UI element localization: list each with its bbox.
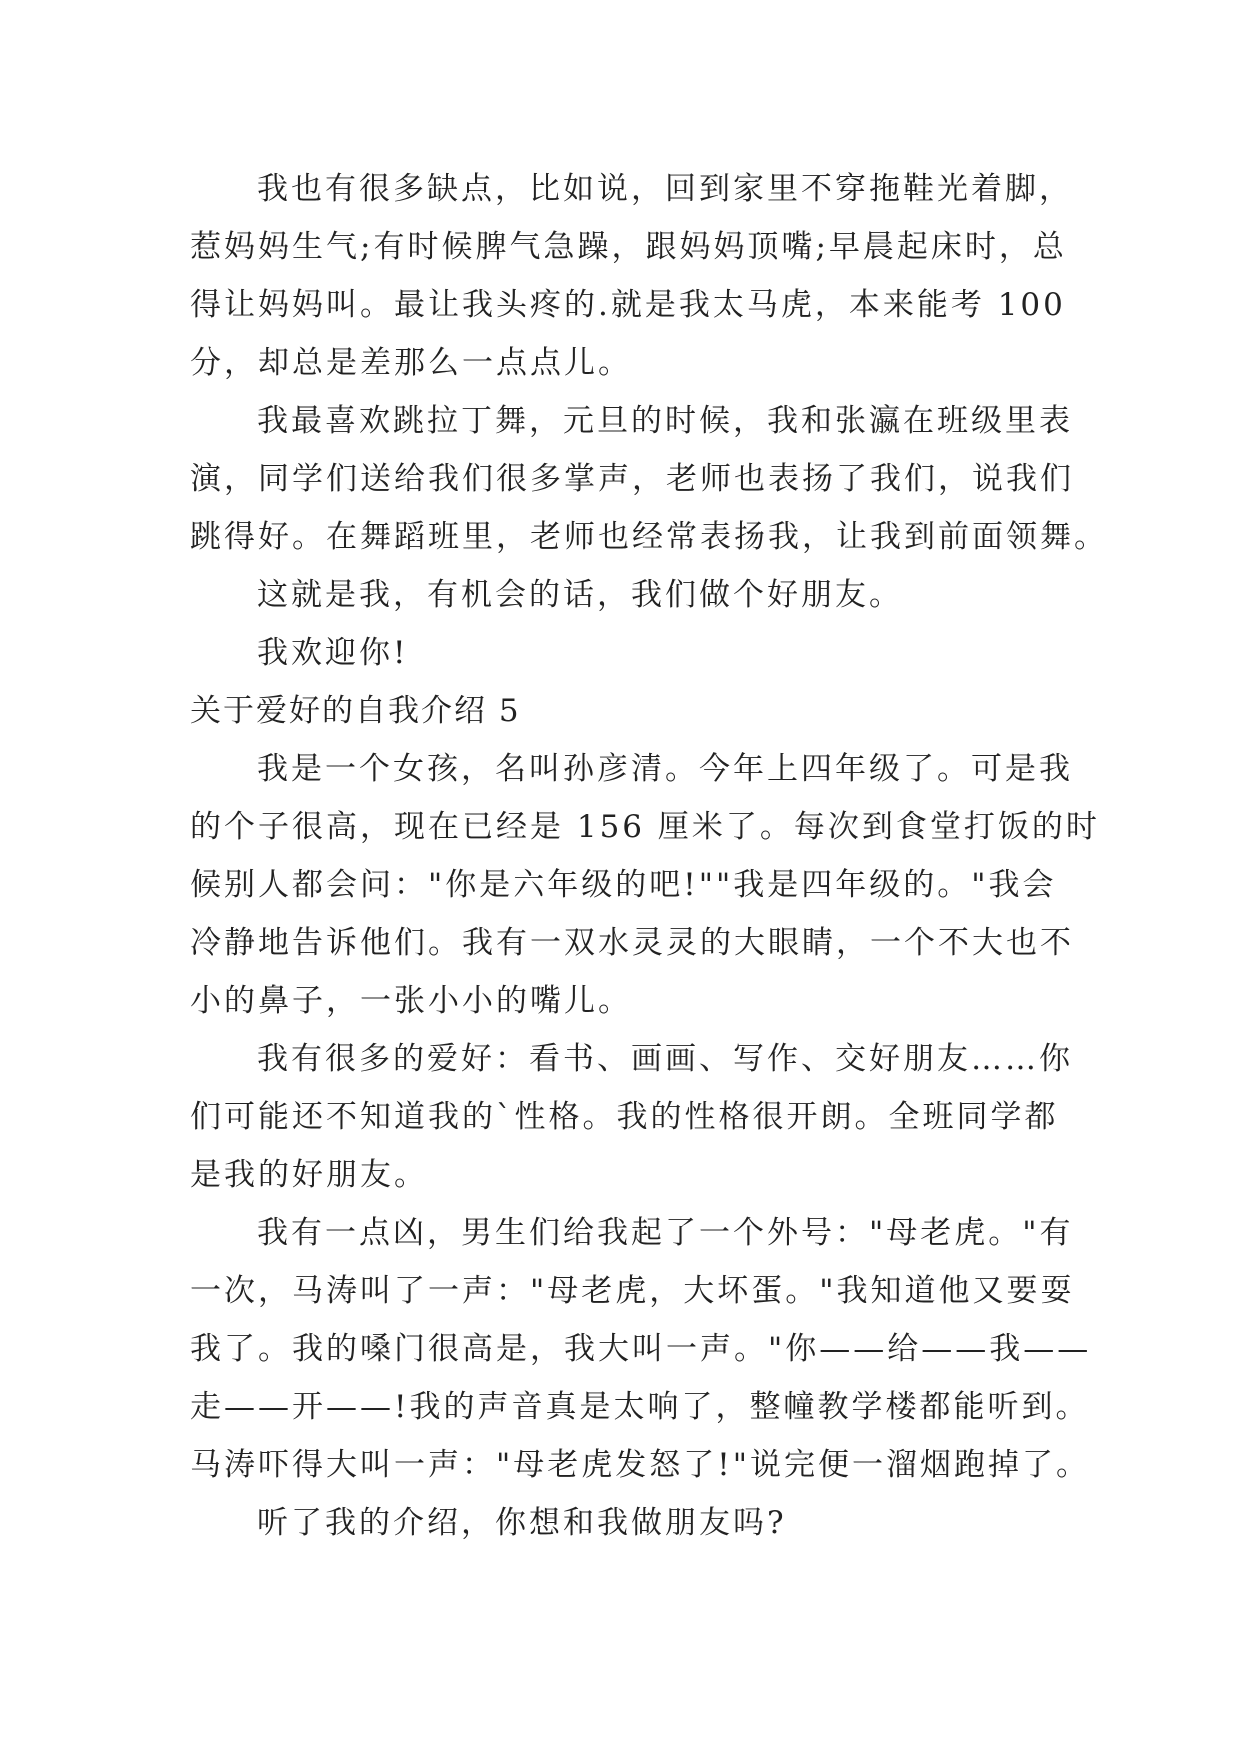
paragraph-line: 我是一个女孩，名叫孙彦清。今年上四年级了。可是我 <box>257 751 1073 787</box>
paragraph-line: 我也有很多缺点，比如说，回到家里不穿拖鞋光着脚， <box>257 171 1073 207</box>
paragraph-line: 这就是我，有机会的话，我们做个好朋友。 <box>257 577 903 613</box>
paragraph-line: 演，同学们送给我们很多掌声，老师也表扬了我们，说我们 <box>190 461 1074 497</box>
paragraph-line: 走——开——!我的声音真是太响了，整幢教学楼都能听到。 <box>190 1389 1090 1425</box>
section-heading: 关于爱好的自我介绍 5 <box>190 693 521 729</box>
paragraph-line: 我有一点凶，男生们给我起了一个外号："母老虎。"有 <box>257 1215 1074 1251</box>
paragraph-line: 马涛吓得大叫一声："母老虎发怒了!"说完便一溜烟跑掉了。 <box>190 1447 1090 1483</box>
paragraph-line: 冷静地告诉他们。我有一双水灵灵的大眼睛，一个不大也不 <box>190 925 1074 961</box>
paragraph-line: 我最喜欢跳拉丁舞，元旦的时候，我和张瀛在班级里表 <box>257 403 1073 439</box>
paragraph-line: 跳得好。在舞蹈班里，老师也经常表扬我，让我到前面领舞。 <box>190 519 1108 555</box>
paragraph-line: 们可能还不知道我的`性格。我的性格很开朗。全班同学都 <box>190 1099 1059 1135</box>
paragraph-line: 小的鼻子，一张小小的嘴儿。 <box>190 983 632 1019</box>
paragraph-line: 我欢迎你! <box>257 635 409 671</box>
paragraph-line: 得让妈妈叫。最让我头疼的.就是我太马虎，本来能考 100 <box>190 287 1066 323</box>
paragraph-line: 是我的好朋友。 <box>190 1157 428 1193</box>
paragraph-line: 的个子很高，现在已经是 156 厘米了。每次到食堂打饭的时 <box>190 809 1100 845</box>
paragraph-line: 分，却总是差那么一点点儿。 <box>190 345 632 381</box>
paragraph-line: 候别人都会问："你是六年级的吧!""我是四年级的。"我会 <box>190 867 1057 903</box>
paragraph-line: 一次，马涛叫了一声："母老虎，大坏蛋。"我知道他又要耍 <box>190 1273 1075 1309</box>
document-body <box>190 160 1108 1552</box>
paragraph-line: 我有很多的爱好：看书、画画、写作、交好朋友……你 <box>257 1041 1073 1077</box>
paragraph-line: 听了我的介绍，你想和我做朋友吗? <box>257 1505 787 1541</box>
paragraph-line: 我了。我的嗓门很高是，我大叫一声。"你——给——我—— <box>190 1331 1092 1367</box>
paragraph-line: 惹妈妈生气;有时候脾气急躁，跟妈妈顶嘴;早晨起床时，总 <box>190 229 1067 265</box>
